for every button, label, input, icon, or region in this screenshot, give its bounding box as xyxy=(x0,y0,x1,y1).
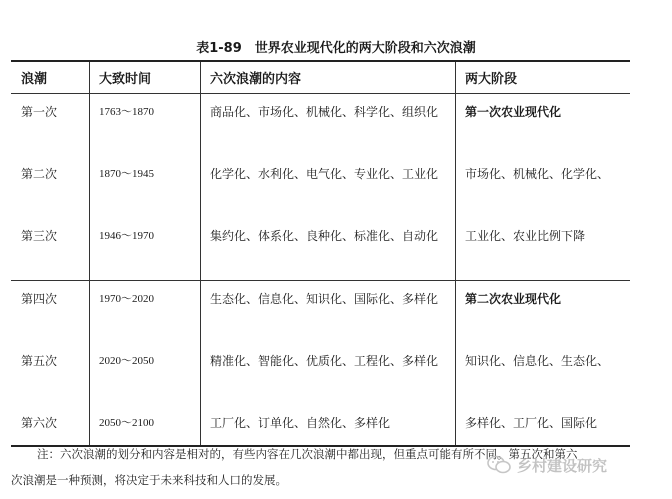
cell-content: 工厂化、订单化、自然化、多样化 xyxy=(210,416,391,430)
stage-group-second xyxy=(11,281,630,445)
cell-wave: 第二次 xyxy=(21,167,58,181)
cell-period: 1946～1970 xyxy=(99,230,154,242)
cell-stage: 第一次农业现代化 xyxy=(465,105,562,119)
header-wave: 浪潮 xyxy=(21,72,48,87)
wave-table xyxy=(11,60,630,447)
cell-content: 精准化、智能化、优质化、工程化、多样化 xyxy=(210,354,439,368)
stage-group-first xyxy=(11,94,630,281)
cell-content: 生态化、信息化、知识化、国际化、多样化 xyxy=(210,292,439,306)
cell-content: 化学化、水利化、电气化、专业化、工业化 xyxy=(210,167,439,181)
table-row xyxy=(11,343,630,405)
cell-wave: 第三次 xyxy=(21,229,58,243)
header-stage: 两大阶段 xyxy=(465,72,518,87)
cell-wave: 第四次 xyxy=(21,292,58,306)
header-period: 大致时间 xyxy=(99,72,152,87)
cell-wave: 第一次 xyxy=(21,105,58,119)
cell-period: 1970～2020 xyxy=(99,293,154,305)
header-content: 六次浪潮的内容 xyxy=(210,72,302,87)
table-header-row xyxy=(11,62,630,94)
watermark-text: 乡村建设研究 xyxy=(517,456,608,475)
cell-wave: 第五次 xyxy=(21,354,58,368)
cell-period: 1870～1945 xyxy=(99,168,154,180)
table-title: 表1-89 世界农业现代化的两大阶段和六次浪潮 xyxy=(196,41,476,56)
cell-period: 2050～2100 xyxy=(99,417,154,429)
cell-stage: 第二次农业现代化 xyxy=(465,292,562,306)
table-row xyxy=(11,405,630,445)
table-row xyxy=(11,218,630,280)
cell-period: 1763～1870 xyxy=(99,106,154,118)
cell-stage: 知识化、信息化、生态化、 xyxy=(465,354,610,368)
cell-wave: 第六次 xyxy=(21,416,58,430)
table-row xyxy=(11,156,630,218)
cell-stage: 市场化、机械化、化学化、 xyxy=(465,167,610,181)
table-row xyxy=(11,281,630,343)
cell-content: 商品化、市场化、机械化、科学化、组织化 xyxy=(210,105,439,119)
note-line: 注：六次浪潮的划分和内容是相对的，有些内容在几次浪潮中都出现，但重点可能有所不同。第五次和第六 xyxy=(37,447,578,461)
watermark xyxy=(487,452,607,478)
column-divider xyxy=(200,62,201,445)
table-row xyxy=(11,94,630,156)
cell-content: 集约化、体系化、良种化、标准化、自动化 xyxy=(210,229,439,243)
column-divider xyxy=(89,62,90,445)
note-line: 次浪潮是一种预测，将决定于未来科技和人口的发展。 xyxy=(11,473,287,487)
cell-stage: 工业化、农业比例下降 xyxy=(465,229,586,243)
cell-stage: 多样化、工厂化、国际化 xyxy=(465,416,598,430)
cell-period: 2020～2050 xyxy=(99,355,154,367)
column-divider xyxy=(455,62,456,445)
chat-bubble-icon xyxy=(487,455,511,475)
